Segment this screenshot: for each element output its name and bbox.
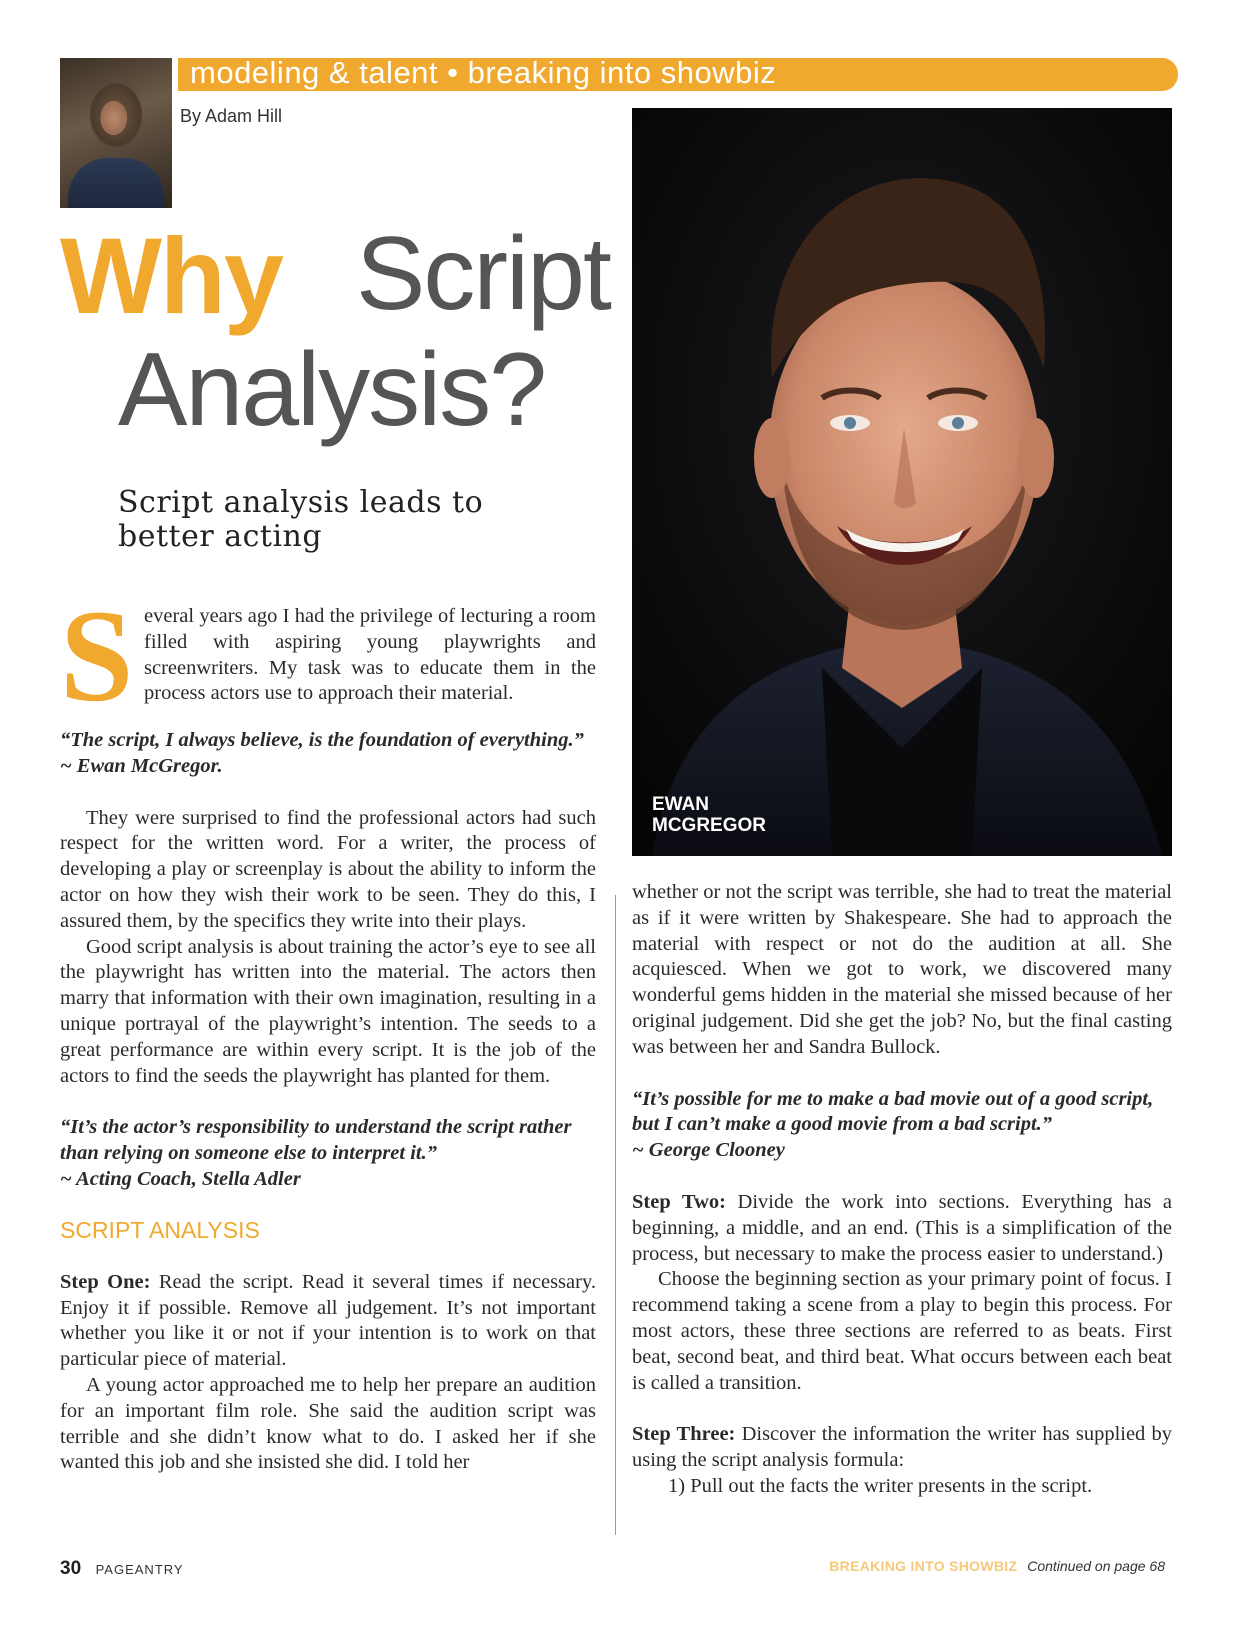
- body-paragraph-2: Good script analysis is about training the actor’s eye to see all the playwright has written into the material. The actors then marry that information with their own imagination, resulting in a unique portrayal of the playwright’s intention. The seeds to a great performance are within every script. It is the job of the actors to find the seeds the playwright has planted for them.: [60, 935, 596, 1087]
- step-three-paragraph: [632, 1422, 1172, 1474]
- footer-section-name: BREAKING INTO SHOWBIZ: [829, 1558, 1018, 1574]
- step-three-text: Discover the information the writer has supplied by using the script analysis formula:: [632, 1423, 1172, 1472]
- section-heading: SCRIPT ANALYSIS: [60, 1216, 260, 1243]
- intro-paragraph: everal years ago I had the privilege of lecturing a room filled with aspiring young playwrights and screenwriters. My task was to educate them in the process actors use to approach their material.: [144, 605, 596, 705]
- right-paragraph-1: whether or not the script was terrible, she had to treat the material as if it were written by Shakespeare. She had to approach the material with respect or not do the audition at all. She acquiesced. When we got to work, we discovered many wonderful gems hidden in the material she missed because of her original judgement. Did she get the job? No, but the final casting was between her and Sandra Bullock.: [632, 881, 1172, 1058]
- byline: By Adam Hill: [180, 106, 283, 126]
- pull-quote-mcgregor: “The script, I always believe, is the foundation of everything.” ~ Ewan McGregor.: [60, 729, 584, 777]
- headline-analysis: Analysis?: [118, 332, 546, 448]
- page-folio: [60, 1558, 184, 1580]
- step-two-paragraph: [632, 1190, 1172, 1267]
- photo-caption-line2: MCGREGOR: [652, 815, 766, 836]
- step-one-label: Step One:: [60, 1270, 151, 1293]
- right-paragraph-2: Choose the beginning section as your primary point of focus. I recommend taking a scene from a play to begin this process. For most actors, these three sections are referred to as beats. First beat, second beat, and third beat. What occurs between each beat is called a transition.: [632, 1268, 1172, 1394]
- continued-on-page: Continued on page 68: [1027, 1558, 1165, 1574]
- continued-note: [829, 1558, 1165, 1574]
- step-three-label: Step Three:: [632, 1423, 736, 1446]
- step-one-text: Read the script. Read it several times if necessary. Enjoy it if possible. Remove all judgement. It’s not important whether you like it or not if your intention is to work on that particular piece of material.: [60, 1270, 596, 1371]
- headline-script: Script: [356, 216, 610, 332]
- column-divider: [615, 895, 616, 1535]
- pull-quote-clooney-attribution: ~ George Clooney: [632, 1139, 785, 1162]
- drop-cap: S: [60, 582, 134, 729]
- pull-quote-adler-attribution: ~ Acting Coach, Stella Adler: [60, 1167, 301, 1190]
- pull-quote-clooney: “It’s possible for me to make a bad movie out of a good script, but I can’t make a good movie from a bad script.”: [632, 1087, 1154, 1136]
- page-number: 30: [60, 1558, 82, 1579]
- pull-quote-adler: “It’s the actor’s responsibility to understand the script rather than relying on someone else to interpret it.”: [60, 1116, 572, 1165]
- intro-block: [144, 604, 596, 707]
- author-photo: [60, 58, 172, 208]
- hero-photo: [632, 108, 1172, 856]
- body-paragraph-3: A young actor approached me to help her prepare an audition for an important film role. She said the audition script was terrible and she didn’t know what to do. I asked her if she wanted this job and she insisted she did. I told her: [60, 1373, 596, 1474]
- photo-caption: [652, 794, 766, 836]
- step-two-text: Divide the work into sections. Everything has a beginning, a middle, and an end. (This is a simplification of the process, but necessary to make the process easier to understand.): [632, 1190, 1172, 1265]
- portrait-illustration: [632, 108, 1172, 856]
- headline-why: Why: [60, 215, 282, 336]
- left-column-body: [60, 728, 596, 1476]
- subheadline: Script analysis leads to better acting: [118, 485, 484, 554]
- publication-name: PAGEANTRY: [95, 1562, 184, 1577]
- step-two-label: Step Two:: [632, 1190, 726, 1213]
- list-item: 1) Pull out the facts the writer presents in the script.: [668, 1474, 1093, 1497]
- body-paragraph-1: They were surprised to find the professional actors had such respect for the written word. For a writer, the process of developing a play or screenplay is about the ability to inform the actor on how they wish their work to be seen. They do this, I assured them, by the specifics they write into their plays.: [60, 806, 596, 932]
- right-column-body: [632, 880, 1172, 1500]
- author-jacket: [68, 158, 164, 208]
- photo-caption-line1: EWAN: [652, 794, 709, 815]
- section-banner-text: modeling & talent • breaking into showbiz: [190, 55, 777, 90]
- step-one-paragraph: [60, 1270, 596, 1373]
